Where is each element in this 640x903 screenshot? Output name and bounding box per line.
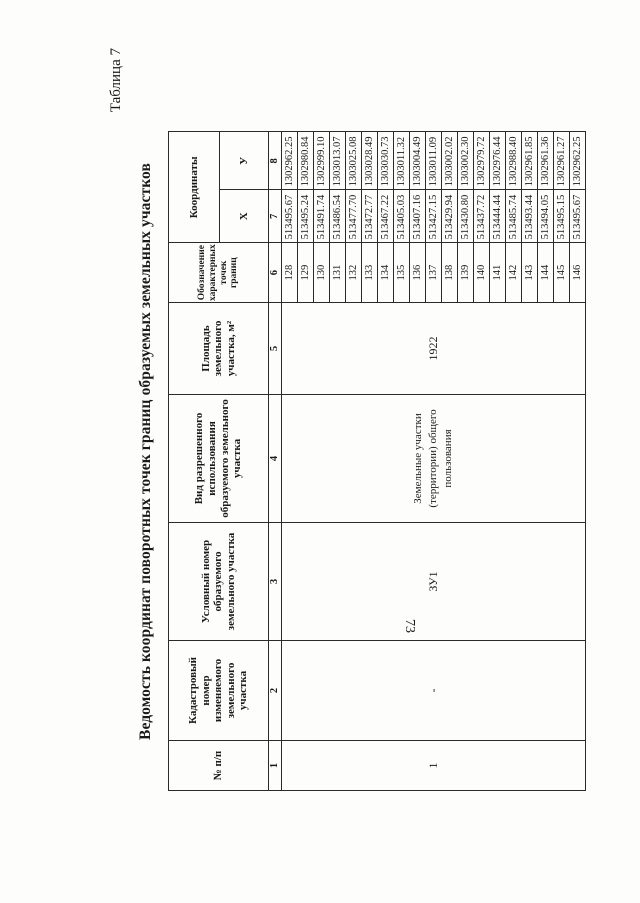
point-id-cell: 146 — [570, 243, 586, 303]
y-coordinate-cell: 1302961.85 — [522, 132, 538, 190]
point-id-cell: 145 — [554, 243, 570, 303]
y-coordinate-cell: 1303013.07 — [330, 132, 346, 190]
y-coordinate-cell: 1302999.10 — [314, 132, 330, 190]
y-coordinate-cell: 1302979.72 — [474, 132, 490, 190]
y-coordinate-cell: 1303002.30 — [458, 132, 474, 190]
x-coordinate-cell: 513437.72 — [474, 190, 490, 243]
header-use-type: Вид разрешенного использования образуемого земельного участка — [169, 395, 269, 523]
header-area: Площадь земельного участка, м² — [169, 303, 269, 395]
point-id-cell: 136 — [410, 243, 426, 303]
header-conditional-number: Условный номер образуемого земельного участка — [169, 523, 269, 641]
col-number-7: 7 — [269, 190, 282, 243]
point-id-cell: 142 — [506, 243, 522, 303]
point-id-cell: 140 — [474, 243, 490, 303]
header-point-designation: Обозначение характерных точек границ — [169, 243, 269, 303]
y-coordinate-cell: 1302962.25 — [282, 132, 298, 190]
col-number-6: 6 — [269, 243, 282, 303]
y-coordinate-cell: 1303025.08 — [346, 132, 362, 190]
col-number-1: 1 — [269, 741, 282, 791]
y-coordinate-cell: 1302976.44 — [490, 132, 506, 190]
use-type-cell: Земельные участки (территории) общего пользования — [282, 395, 586, 523]
point-id-cell: 129 — [298, 243, 314, 303]
header-y: У — [220, 132, 269, 190]
table-number: Таблица 7 — [108, 48, 124, 113]
x-coordinate-cell: 513405.03 — [394, 190, 410, 243]
y-coordinate-cell: 1303011.09 — [426, 132, 442, 190]
x-coordinate-cell: 513491.74 — [314, 190, 330, 243]
x-coordinate-cell: 513429.94 — [442, 190, 458, 243]
points-table-body — [282, 132, 586, 791]
header-cadastral: Кадастровый номер изменяемого земельного участка — [169, 641, 269, 741]
point-id-cell: 133 — [362, 243, 378, 303]
y-coordinate-cell: 1302961.27 — [554, 132, 570, 190]
x-coordinate-cell: 513495.67 — [570, 190, 586, 243]
y-coordinate-cell: 1302988.40 — [506, 132, 522, 190]
header-coordinates: Координаты — [169, 132, 220, 243]
conditional-number-cell: ЗУ1 — [282, 523, 586, 641]
point-id-cell: 131 — [330, 243, 346, 303]
x-coordinate-cell: 513477.70 — [346, 190, 362, 243]
x-coordinate-cell: 513472.77 — [362, 190, 378, 243]
y-coordinate-cell: 1303028.49 — [362, 132, 378, 190]
y-coordinate-cell: 1303002.02 — [442, 132, 458, 190]
header-x: X — [220, 190, 269, 243]
x-coordinate-cell: 513494.05 — [538, 190, 554, 243]
page-number: 73 — [402, 619, 417, 633]
cadastral-number-cell: - — [282, 641, 586, 741]
x-coordinate-cell: 513444.44 — [490, 190, 506, 243]
area-cell: 1922 — [282, 303, 586, 395]
point-id-cell: 134 — [378, 243, 394, 303]
x-coordinate-cell: 513407.16 — [410, 190, 426, 243]
x-coordinate-cell: 513467.22 — [378, 190, 394, 243]
y-coordinate-cell: 1303004.49 — [410, 132, 426, 190]
x-coordinate-cell: 513495.24 — [298, 190, 314, 243]
col-number-3: 3 — [269, 523, 282, 641]
x-coordinate-cell: 513430.80 — [458, 190, 474, 243]
x-coordinate-cell: 513495.67 — [282, 190, 298, 243]
row-number-cell: 1 — [282, 741, 586, 791]
col-number-5: 5 — [269, 303, 282, 395]
point-id-cell: 130 — [314, 243, 330, 303]
point-id-cell: 132 — [346, 243, 362, 303]
header-row-number: № п/п — [169, 741, 269, 791]
point-id-cell: 138 — [442, 243, 458, 303]
y-coordinate-cell: 1303011.32 — [394, 132, 410, 190]
point-id-cell: 144 — [538, 243, 554, 303]
table-row — [282, 132, 298, 791]
y-coordinate-cell: 1302961.36 — [538, 132, 554, 190]
point-id-cell: 128 — [282, 243, 298, 303]
y-coordinate-cell: 1302980.84 — [298, 132, 314, 190]
x-coordinate-cell: 513493.44 — [522, 190, 538, 243]
document-title: Ведомость координат поворотных точек границ образуемых земельных участков — [137, 163, 154, 740]
col-number-4: 4 — [269, 395, 282, 523]
x-coordinate-cell: 513427.15 — [426, 190, 442, 243]
point-id-cell: 139 — [458, 243, 474, 303]
x-coordinate-cell: 513495.15 — [554, 190, 570, 243]
x-coordinate-cell: 513485.74 — [506, 190, 522, 243]
coordinates-table — [168, 131, 586, 791]
y-coordinate-cell: 1303030.73 — [378, 132, 394, 190]
x-coordinate-cell: 513486.54 — [330, 190, 346, 243]
y-coordinate-cell: 1302962.25 — [570, 132, 586, 190]
point-id-cell: 143 — [522, 243, 538, 303]
col-number-8: 8 — [269, 132, 282, 190]
point-id-cell: 137 — [426, 243, 442, 303]
point-id-cell: 135 — [394, 243, 410, 303]
point-id-cell: 141 — [490, 243, 506, 303]
col-number-2: 2 — [269, 641, 282, 741]
